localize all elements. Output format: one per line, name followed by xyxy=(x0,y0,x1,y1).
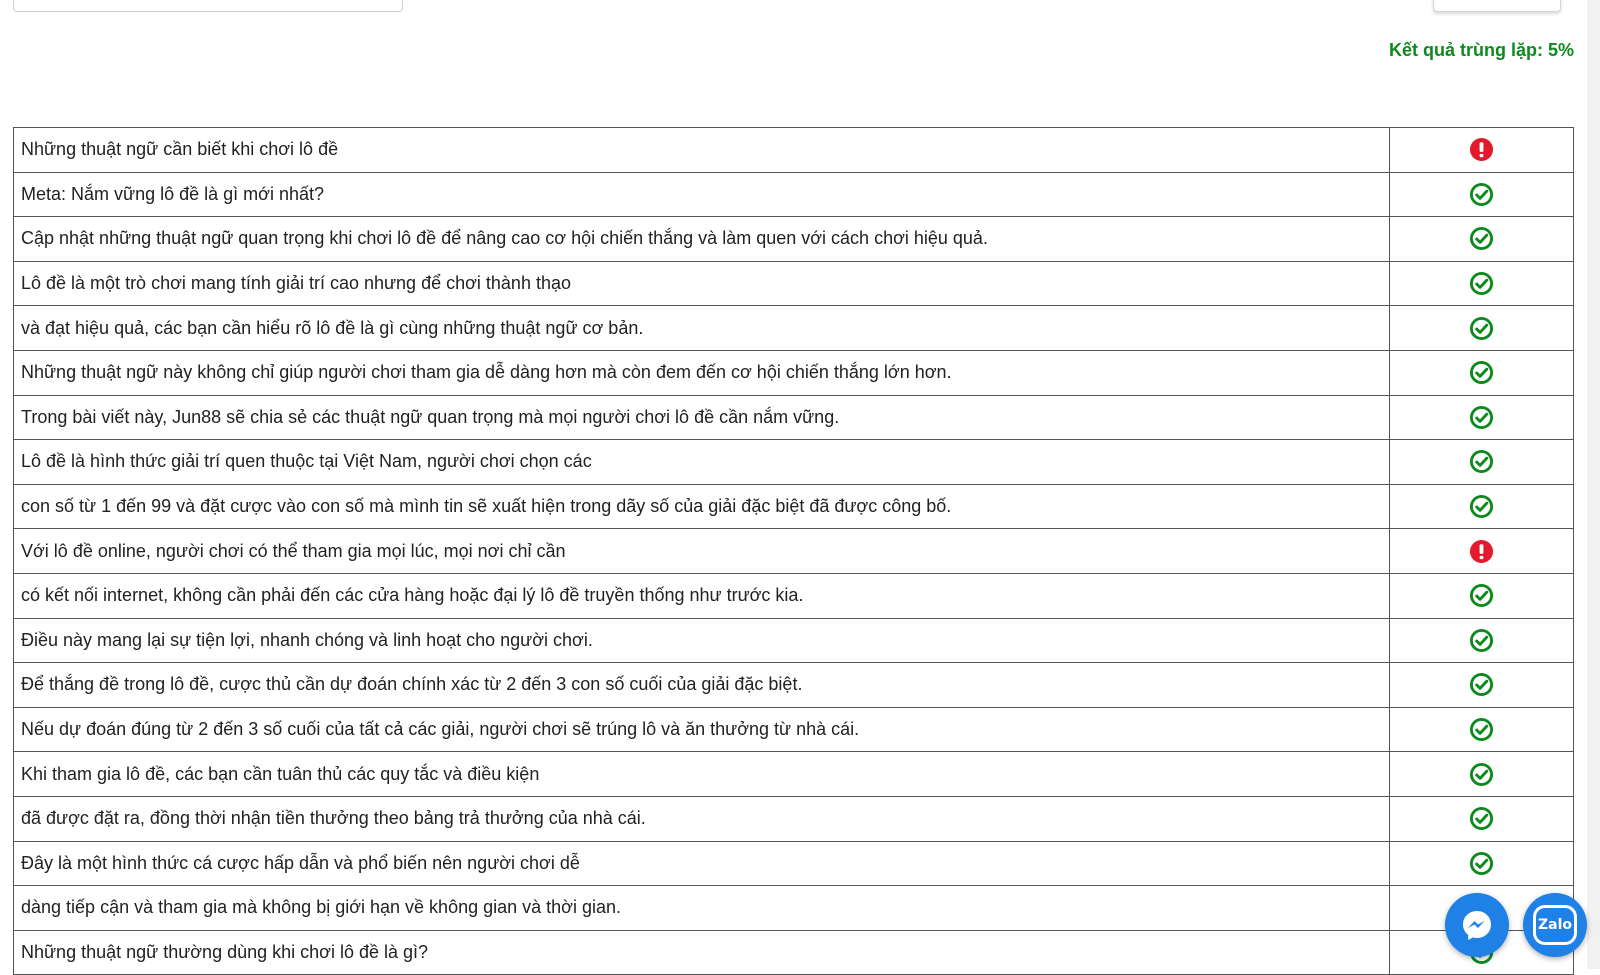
check-circle-icon xyxy=(1469,852,1494,872)
table-row xyxy=(14,752,1574,797)
sentence-text: đã được đặt ra, đồng thời nhận tiền thưởng theo bảng trả thưởng của nhà cái. xyxy=(14,796,1390,841)
table-row xyxy=(14,395,1574,440)
sentence-text: Đây là một hình thức cá cược hấp dẫn và phổ biến nên người chơi dễ xyxy=(14,841,1390,886)
sentence-text: có kết nối internet, không cần phải đến các cửa hàng hoặc đại lý lô đề truyền thống như trước kia. xyxy=(14,573,1390,618)
sentence-text: Nếu dự đoán đúng từ 2 đến 3 số cuối của tất cả các giải, người chơi sẽ trúng lô và ăn thưởng từ nhà cái. xyxy=(14,707,1390,752)
check-circle-icon xyxy=(1469,228,1494,248)
status-cell xyxy=(1390,752,1574,797)
status-cell xyxy=(1390,573,1574,618)
table-row xyxy=(14,350,1574,395)
sentence-text: con số từ 1 đến 99 và đặt cược vào con số mà mình tin sẽ xuất hiện trong dãy số của giải đặc biệt đã được công bố. xyxy=(14,484,1390,529)
check-circle-icon xyxy=(1469,807,1494,827)
scrollbar[interactable] xyxy=(1587,0,1600,969)
sentence-text: Khi tham gia lô đề, các bạn cần tuân thủ các quy tắc và điều kiện xyxy=(14,752,1390,797)
status-cell xyxy=(1390,172,1574,217)
check-circle-icon xyxy=(1469,272,1494,292)
status-cell xyxy=(1390,484,1574,529)
check-circle-icon xyxy=(1469,362,1494,382)
sentence-text: Những thuật ngữ thường dùng khi chơi lô đề là gì? xyxy=(14,930,1390,975)
status-cell xyxy=(1390,707,1574,752)
check-circle-icon xyxy=(1469,183,1494,203)
check-circle-icon xyxy=(1469,718,1494,738)
sentence-text: Cập nhật những thuật ngữ quan trọng khi chơi lô đề để nâng cao cơ hội chiến thắng và làm quen với cách chơi hiệu quả. xyxy=(14,217,1390,262)
status-cell xyxy=(1390,529,1574,574)
table-row xyxy=(14,484,1574,529)
status-cell xyxy=(1390,217,1574,262)
text-input[interactable] xyxy=(13,0,403,12)
table-row xyxy=(14,886,1574,931)
table-row xyxy=(14,261,1574,306)
sentence-text: Trong bài viết này, Jun88 sẽ chia sẻ các thuật ngữ quan trọng mà mọi người chơi lô đề cần nắm vững. xyxy=(14,395,1390,440)
status-cell xyxy=(1390,618,1574,663)
check-circle-icon xyxy=(1469,584,1494,604)
status-cell xyxy=(1390,663,1574,708)
sentence-text: Với lô đề online, người chơi có thể tham gia mọi lúc, mọi nơi chỉ cần xyxy=(14,529,1390,574)
check-circle-icon xyxy=(1469,317,1494,337)
table-row xyxy=(14,618,1574,663)
table-row xyxy=(14,529,1574,574)
sentence-text: Meta: Nắm vững lô đề là gì mới nhất? xyxy=(14,172,1390,217)
check-circle-icon xyxy=(1469,406,1494,426)
table-row xyxy=(14,128,1574,173)
status-cell xyxy=(1390,350,1574,395)
status-cell xyxy=(1390,306,1574,351)
zalo-label: Zalo xyxy=(1537,917,1572,933)
sentence-text: Những thuật ngữ cần biết khi chơi lô đề xyxy=(14,128,1390,173)
status-cell xyxy=(1390,395,1574,440)
table-row xyxy=(14,841,1574,886)
status-cell xyxy=(1390,841,1574,886)
duplicate-warning-icon xyxy=(1469,139,1494,159)
table-row xyxy=(14,172,1574,217)
table-row xyxy=(14,796,1574,841)
check-circle-icon xyxy=(1469,629,1494,649)
table-row xyxy=(14,573,1574,618)
sentence-text: Lô đề là một trò chơi mang tính giải trí cao nhưng để chơi thành thạo xyxy=(14,261,1390,306)
sentence-text: Lô đề là hình thức giải trí quen thuộc tại Việt Nam, người chơi chọn các xyxy=(14,440,1390,485)
table-row xyxy=(14,930,1574,975)
status-cell xyxy=(1390,796,1574,841)
table-row xyxy=(14,217,1574,262)
messenger-icon xyxy=(1459,907,1495,943)
status-cell xyxy=(1390,440,1574,485)
check-circle-icon xyxy=(1469,451,1494,471)
sentence-text: Điều này mang lại sự tiện lợi, nhanh chóng và linh hoạt cho người chơi. xyxy=(14,618,1390,663)
zalo-icon xyxy=(1533,905,1577,945)
sentence-text: Những thuật ngữ này không chỉ giúp người chơi tham gia dễ dàng hơn mà còn đem đến cơ hội chiến thắng lớn hơn. xyxy=(14,350,1390,395)
status-cell xyxy=(1390,261,1574,306)
results-table xyxy=(13,127,1574,975)
messenger-button[interactable] xyxy=(1445,893,1509,957)
duplicate-warning-icon xyxy=(1469,540,1494,560)
check-circle-icon xyxy=(1469,674,1494,694)
table-row xyxy=(14,306,1574,351)
check-circle-icon xyxy=(1469,495,1494,515)
zalo-button[interactable] xyxy=(1523,893,1587,957)
table-row xyxy=(14,663,1574,708)
sentence-text: Để thắng đề trong lô đề, cược thủ cần dự đoán chính xác từ 2 đến 3 con số cuối của giải đặc biệt. xyxy=(14,663,1390,708)
duplicate-result: Kết quả trùng lặp: 5% xyxy=(1388,40,1574,60)
status-cell xyxy=(1390,128,1574,173)
sentence-text: và đạt hiệu quả, các bạn cần hiểu rõ lô đề là gì cùng những thuật ngữ cơ bản. xyxy=(14,306,1390,351)
table-row xyxy=(14,440,1574,485)
table-row xyxy=(14,707,1574,752)
sentence-text: dàng tiếp cận và tham gia mà không bị giới hạn về không gian và thời gian. xyxy=(14,886,1390,931)
check-circle-icon xyxy=(1469,763,1494,783)
submit-button[interactable] xyxy=(1433,0,1561,12)
